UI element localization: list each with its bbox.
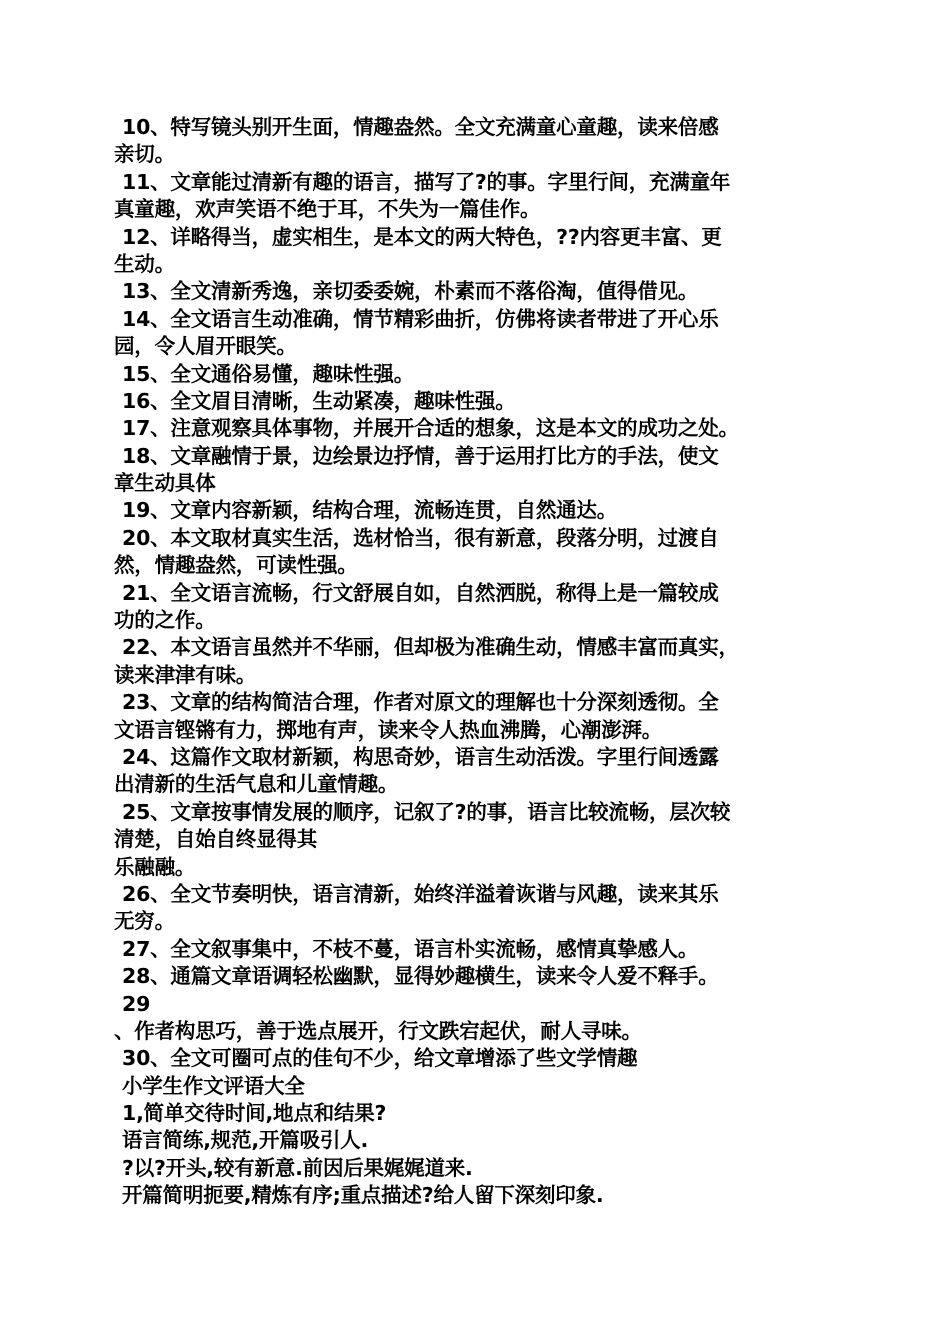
text-line: 语言简练,规范,开篇吸引人. [122, 1128, 369, 1153]
text-line: 17、注意观察具体事物，并展开合适的想象，这是本文的成功之处。 [122, 416, 739, 441]
text-line: 13、全文清新秀逸，亲切委委婉，朴素而不落俗淘，值得借见。 [122, 279, 699, 304]
text-line: 24、这篇作文取材新颖，构思奇妙，语言生动活泼。字里行间透露 [122, 744, 719, 769]
text-line: 21、全文语言流畅，行文舒展自如，自然洒脱，称得上是一篇较成 [122, 580, 719, 605]
text-line: 文语言铿锵有力，掷地有声，读来令人热血沸腾，心潮澎湃。 [114, 717, 663, 742]
text-line: 生动。 [114, 251, 175, 276]
text-line: 19、文章内容新颖，结构合理，流畅连贯，自然通达。 [122, 498, 618, 523]
text-line: 30、全文可圈可点的佳句不少，给文章增添了些文学情趣 [122, 1046, 638, 1071]
text-line: 章生动具体 [114, 471, 216, 496]
text-line: 15、全文通俗易懂，趣味性强。 [122, 361, 415, 386]
text-line: 18、文章融情于景，边绘景边抒情，善于运用打比方的手法，使文 [122, 443, 719, 468]
text-line: 然，情趣盎然，可读性强。 [114, 553, 358, 578]
text-line: 29 [122, 991, 151, 1016]
text-line: 22、本文语言虽然并不华丽，但却极为准确生动，情感丰富而真实， [122, 635, 739, 660]
text-line: 12、详略得当，虚实相生，是本文的两大特色，??内容更丰富、更 [122, 224, 722, 249]
text-line: 27、全文叙事集中，不枝不蔓，语言朴实流畅，感情真挚感人。 [122, 936, 699, 961]
text-line: ?以?开头,较有新意.前因后果娓娓道来. [122, 1155, 473, 1180]
text-line: 10、特写镜头别开生面，情趣盎然。全文充满童心童趣，读来倍感 [122, 115, 719, 139]
text-line: 、作者构思巧，善于选点展开，行文跌宕起伏，耐人寻味。 [114, 1018, 642, 1043]
text-line: 功的之作。 [114, 608, 216, 633]
text-line: 园，令人眉开眼笑。 [114, 334, 297, 359]
text-line: 读来津津有味。 [114, 662, 257, 687]
text-line: 小学生作文评语大全 [122, 1073, 305, 1098]
text-line: 乐融融。 [114, 854, 196, 879]
text-line: 25、文章按事情发展的顺序，记叙了?的事，语言比较流畅，层次较 [122, 799, 731, 824]
text-line: 无穷。 [114, 909, 175, 934]
text-line: 26、全文节奏明快，语言清新，始终洋溢着诙谐与风趣，读来其乐 [122, 881, 719, 906]
text-line: 28、通篇文章语调轻松幽默，显得妙趣横生，读来令人爱不释手。 [122, 964, 719, 989]
text-line: 出清新的生活气息和儿童情趣。 [114, 772, 399, 797]
document-body [114, 114, 844, 1210]
text-line: 11、文章能过清新有趣的语言，描写了?的事。字里行间，充满童年 [122, 169, 731, 194]
text-line: 清楚，自始自终显得其 [114, 827, 317, 852]
text-line: 14、全文语言生动准确，情节精彩曲折，仿佛将读者带进了开心乐 [122, 306, 719, 331]
text-line: 20、本文取材真实生活，选材恰当，很有新意，段落分明，过渡自 [122, 525, 719, 550]
text-line: 开篇简明扼要,精炼有序;重点描述?给人留下深刻印象. [122, 1183, 604, 1208]
text-line: 16、全文眉目清晰，生动紧凑，趣味性强。 [122, 388, 516, 413]
text-line: 1,简单交待时间,地点和结果? [122, 1101, 387, 1126]
text-line: 真童趣，欢声笑语不绝于耳，不失为一篇佳作。 [114, 197, 541, 222]
text-line: 亲切。 [114, 142, 175, 167]
text-line: 23、文章的结构简洁合理，作者对原文的理解也十分深刻透彻。全 [122, 690, 719, 715]
